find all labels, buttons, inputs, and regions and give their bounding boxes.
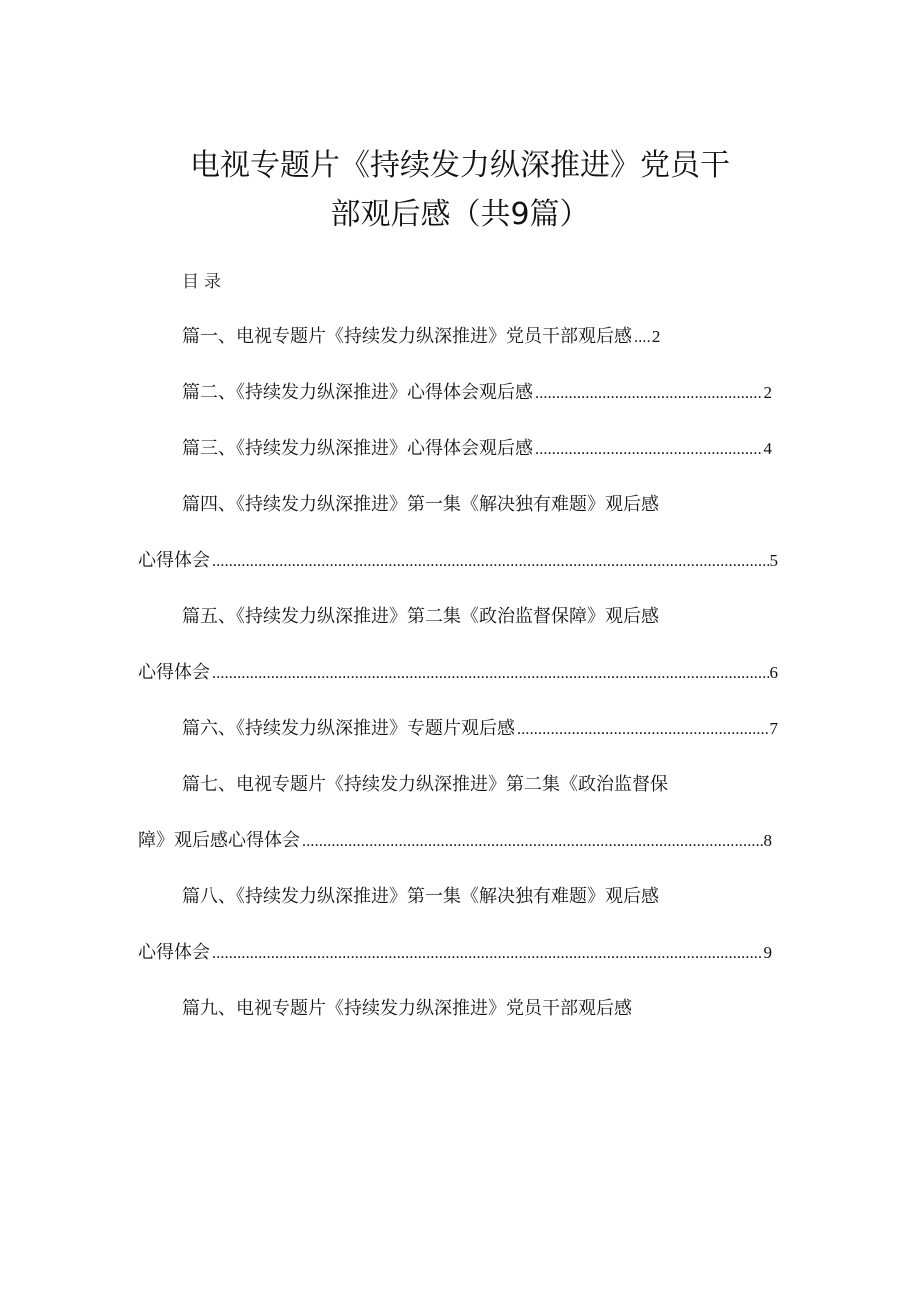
toc-entry-5-line-2[interactable]: [138, 659, 778, 687]
toc-page-number: 7: [769, 719, 778, 738]
toc-entry-2[interactable]: [182, 379, 772, 407]
toc-leader-dots: [632, 324, 651, 352]
toc-entry-text: 篇六、《持续发力纵深推进》专题片观后感: [182, 718, 515, 739]
toc-entry-4-line-1[interactable]: [182, 491, 659, 519]
toc-entry-5-line-1[interactable]: [182, 603, 659, 631]
toc-entry-text: 心得体会: [138, 550, 210, 571]
toc-entry-text: 篇九、电视专题片《持续发力纵深推进》党员干部观后感: [182, 998, 632, 1019]
toc-leader-dots: [515, 716, 769, 744]
toc-leader-dots: [210, 548, 769, 576]
toc-page-number: 2: [763, 383, 772, 402]
toc-entry-7-line-2[interactable]: [138, 827, 772, 855]
toc-page-number: 2: [651, 327, 661, 346]
toc-page-number: 6: [769, 663, 778, 682]
toc-entry-3[interactable]: [182, 435, 772, 463]
title-line-1: 电视专题片《持续发力纵深推进》党员干: [190, 148, 730, 183]
toc-entry-text: 心得体会: [138, 942, 210, 963]
title-line-2: 部观后感（共9篇）: [330, 197, 590, 232]
toc-leader-dots: [210, 940, 763, 968]
toc-entry-text: 障》观后感心得体会: [138, 830, 300, 851]
toc-page-number: 9: [763, 943, 772, 962]
toc-leader-dots: [533, 436, 763, 464]
toc-entry-text: 篇五、《持续发力纵深推进》第二集《政治监督保障》观后感: [182, 606, 659, 627]
toc-entry-text: 篇一、电视专题片《持续发力纵深推进》党员干部观后感: [182, 326, 632, 347]
toc-entry-8-line-1[interactable]: [182, 883, 659, 911]
toc-entry-9[interactable]: [182, 995, 632, 1023]
toc-page-number: 5: [769, 551, 778, 570]
document-title: [100, 142, 820, 242]
toc-page-number: 4: [763, 439, 772, 458]
toc-entry-text: 篇七、电视专题片《持续发力纵深推进》第二集《政治监督保: [182, 774, 668, 795]
toc-entry-text: 篇二、《持续发力纵深推进》心得体会观后感: [182, 382, 533, 403]
toc-entry-7-line-1[interactable]: [182, 771, 668, 799]
toc-entry-8-line-2[interactable]: [138, 939, 772, 967]
toc-entry-text: 篇四、《持续发力纵深推进》第一集《解决独有难题》观后感: [182, 494, 659, 515]
toc-heading: 目录: [182, 272, 226, 292]
toc-page-number: 8: [763, 831, 772, 850]
toc-entry-4-line-2[interactable]: [138, 547, 778, 575]
toc-entry-6[interactable]: [182, 715, 778, 743]
toc-leader-dots: [533, 380, 763, 408]
toc-entry-text: 心得体会: [138, 662, 210, 683]
toc-entry-text: 篇三、《持续发力纵深推进》心得体会观后感: [182, 438, 533, 459]
toc-leader-dots: [210, 660, 769, 688]
toc-entry-1[interactable]: [182, 323, 660, 351]
toc-leader-dots: [300, 828, 763, 856]
toc-entry-text: 篇八、《持续发力纵深推进》第一集《解决独有难题》观后感: [182, 886, 659, 907]
